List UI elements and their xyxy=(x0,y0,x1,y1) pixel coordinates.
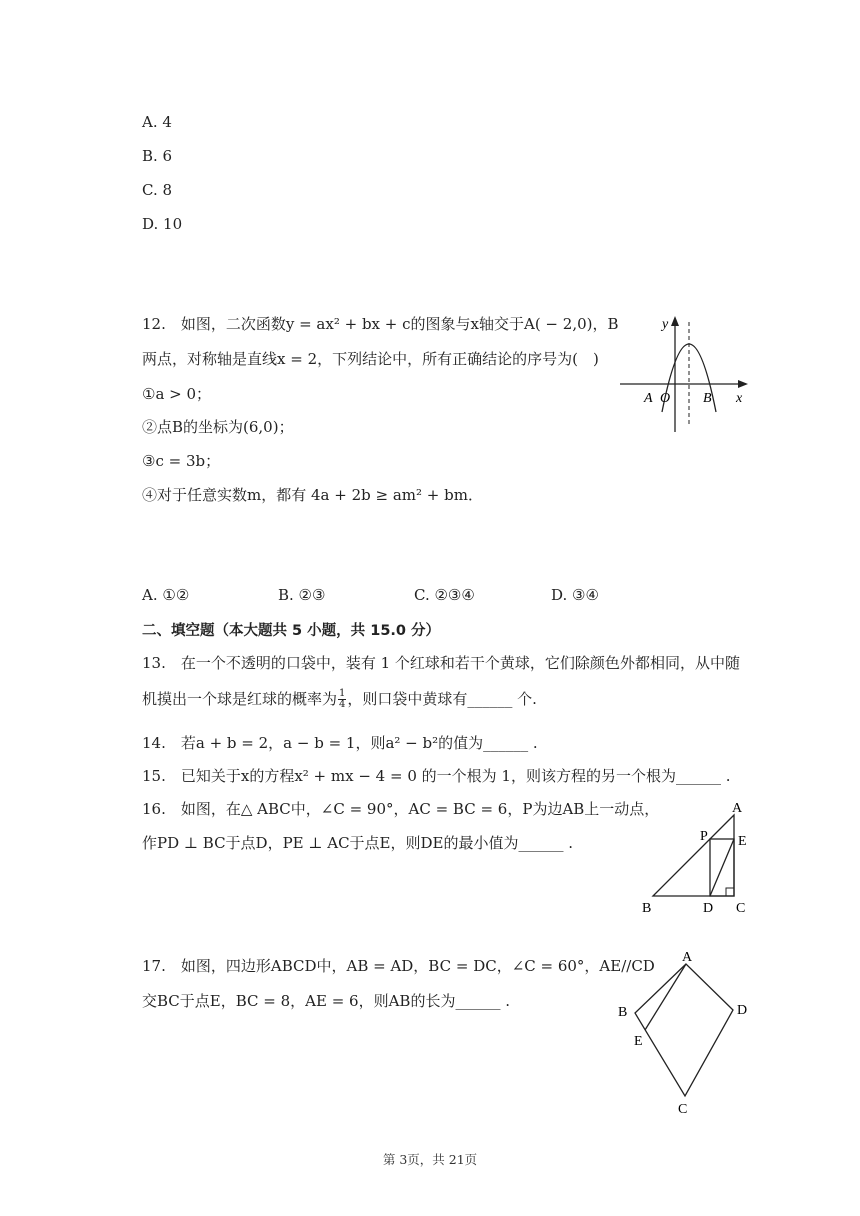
q12-line1: 12. 如图，二次函数y = ax² + bx + c的图象与x轴交于A( − 2,0)，B xyxy=(142,315,619,333)
fig-label-x: x xyxy=(736,391,743,406)
q16-line1: 16. 如图，在△ ABC中，∠C = 90°，AC = BC = 6，P为边AB上一动点， xyxy=(142,800,660,818)
q17-quadrilateral-figure xyxy=(610,948,760,1118)
q16-line2: 作PD ⊥ BC于点D，PE ⊥ AC于点E，则DE的最小值为______ . xyxy=(142,834,574,852)
fig-label-y: y xyxy=(662,317,669,332)
y-axis-arrow xyxy=(671,316,679,326)
fig-label-a: A xyxy=(644,391,653,406)
q12-statement-2: ②点B的坐标为(6,0)； xyxy=(142,418,294,436)
q11-option-c: C. 8 xyxy=(142,181,173,199)
q12-statement-3: ③c = 3b； xyxy=(142,452,221,470)
fig-label-c: C xyxy=(678,1102,688,1117)
right-angle-mark xyxy=(726,888,734,896)
fig-label-a: A xyxy=(732,801,743,816)
q12-statement-4: ④对于任意实数m，都有 4a + 2b ≥ am² + bm． xyxy=(142,486,483,504)
fig-label-b: B xyxy=(703,391,712,406)
fig-label-b: B xyxy=(642,901,652,916)
q11-option-d: D. 10 xyxy=(142,215,183,233)
q12-option-c: C. ②③④ xyxy=(414,586,475,604)
q11-option-b: B. 6 xyxy=(142,147,173,165)
q14-text: 14. 若a + b = 2，a − b = 1，则a² − b²的值为______ . xyxy=(142,734,538,752)
triangle-abc xyxy=(653,815,734,896)
fraction-denominator: 4 xyxy=(339,698,346,710)
fig-label-o: O xyxy=(660,391,671,406)
fig-label-p: P xyxy=(700,829,708,844)
q15-text: 15. 已知关于x的方程x² + mx − 4 = 0 的一个根为 1，则该方程的另一个根为______ . xyxy=(142,767,731,785)
fig-label-c: C xyxy=(736,901,746,916)
q12-option-b: B. ②③ xyxy=(278,586,326,604)
q13-line2 xyxy=(142,688,537,710)
q17-line1: 17. 如图，四边形ABCD中，AB = AD，BC = DC，∠C = 60°，AE//CD xyxy=(142,957,655,975)
q12-statement-1: ①a > 0； xyxy=(142,385,212,403)
fig-label-a: A xyxy=(682,950,693,965)
x-axis-arrow xyxy=(738,380,748,388)
page-footer: 第 3页，共 21页 xyxy=(382,1152,478,1167)
fig-label-d: D xyxy=(703,901,714,916)
q12-option-d: D. ③④ xyxy=(551,586,599,604)
section-fill-in-title: 二、填空题（本大题共 5 小题，共 15.0 分） xyxy=(142,623,441,639)
segment-de xyxy=(710,839,734,896)
fraction-numerator: 1 xyxy=(339,687,346,699)
q12-option-a: A. ①② xyxy=(142,586,190,604)
probability-fraction xyxy=(338,689,346,710)
quadrilateral-abcd xyxy=(635,964,733,1096)
fig-label-e: E xyxy=(738,834,747,849)
q16-triangle-figure xyxy=(638,798,758,916)
q11-option-a: A. 4 xyxy=(142,113,172,131)
fig-label-e: E xyxy=(634,1034,643,1049)
q13-line2-post: ，则口袋中黄球有______ 个. xyxy=(347,690,537,708)
q12-parabola-figure xyxy=(618,312,758,436)
q13-line1: 13. 在一个不透明的口袋中，装有 1 个红球和若干个黄球，它们除颜色外都相同，从中随 xyxy=(142,654,740,672)
fig-label-d: D xyxy=(737,1003,748,1018)
q12-line2: 两点，对称轴是直线x = 2，下列结论中，所有正确结论的序号为( ) xyxy=(142,350,599,368)
fig-label-b: B xyxy=(618,1005,628,1020)
q13-line2-pre: 机摸出一个球是红球的概率为 xyxy=(142,690,338,708)
q17-line2: 交BC于点E，BC = 8，AE = 6，则AB的长为______ . xyxy=(142,992,510,1010)
